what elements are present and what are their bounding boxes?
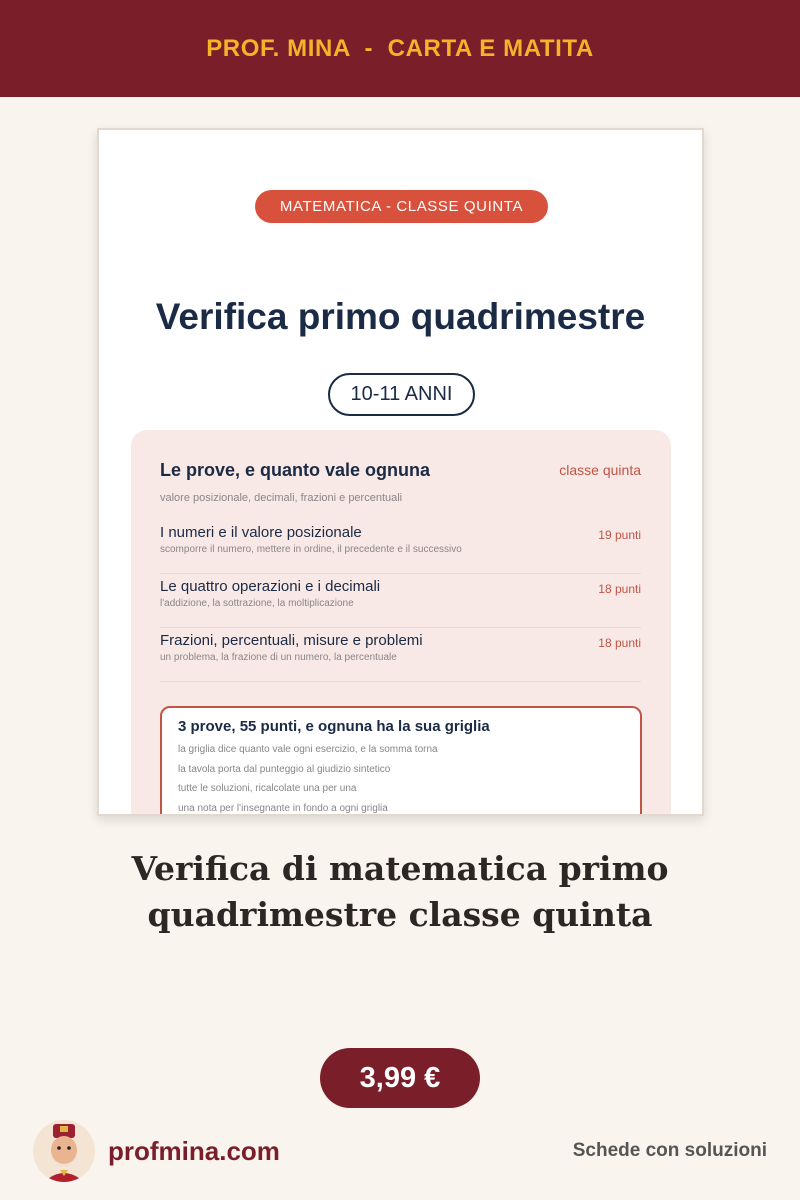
product-title-line: Verifica di matematica primo: [131, 849, 669, 888]
test-points: 19 punti: [598, 528, 641, 542]
teacher-avatar-icon: [33, 1120, 95, 1182]
summary-box: [160, 706, 642, 816]
product-preview-card[interactable]: [97, 128, 704, 816]
test-name: Frazioni, percentuali, misure e problemi: [160, 632, 423, 649]
panel-heading: Le prove, e quanto vale ognuna: [160, 460, 431, 480]
class-tag: classe quinta: [559, 462, 641, 478]
list-item: [160, 628, 641, 682]
brand-title: PROF. MINA - CARTA E MATITA: [206, 34, 594, 62]
tests-list: [160, 520, 641, 682]
teacher-avatar-icon-svg: [33, 1120, 95, 1182]
test-name: Le quattro operazioni e i decimali: [160, 578, 381, 595]
price-button[interactable]: 3,99 €: [320, 1048, 480, 1108]
summary-title: 3 prove, 55 punti, e ognuna ha la sua griglia: [178, 718, 490, 735]
worksheet-title: Verifica primo quadrimestre: [155, 296, 646, 337]
test-description: un problema, la frazione di un numero, la percentuale: [160, 652, 397, 663]
test-description: scomporre il numero, mettere in ordine, il precedente e il successivo: [160, 544, 462, 555]
summary-line: una nota per l'insegnante in fondo a ogni griglia: [178, 802, 388, 814]
subject-badge: MATEMATICA - CLASSE QUINTA: [255, 190, 548, 223]
test-points: 18 punti: [598, 636, 641, 650]
summary-lines: [178, 743, 438, 816]
age-badge: 10-11 ANNI: [328, 373, 475, 416]
test-description: l'addizione, la sottrazione, la moltiplicazione: [160, 598, 354, 609]
product-title-line: quadrimestre classe quinta: [147, 895, 653, 934]
test-name: I numeri e il valore posizionale: [160, 524, 362, 541]
summary-line: la tavola porta dal punteggio al giudizio sintetico: [178, 763, 391, 775]
site-link[interactable]: profmina.com: [108, 1136, 280, 1166]
tagline: Schede con soluzioni: [572, 1140, 767, 1161]
test-points: 18 punti: [598, 582, 641, 596]
tests-panel: [131, 430, 671, 816]
list-item: [160, 574, 641, 628]
product-title[interactable]: [0, 846, 800, 938]
summary-line: tutte le soluzioni, ricalcolate una per una: [178, 783, 357, 794]
summary-line: la griglia dice quanto vale ogni esercizio, e la somma torna: [178, 744, 438, 755]
top-banner: [0, 0, 800, 97]
list-item: [160, 520, 641, 574]
panel-subtitle: valore posizionale, decimali, frazioni e percentuali: [160, 492, 403, 504]
